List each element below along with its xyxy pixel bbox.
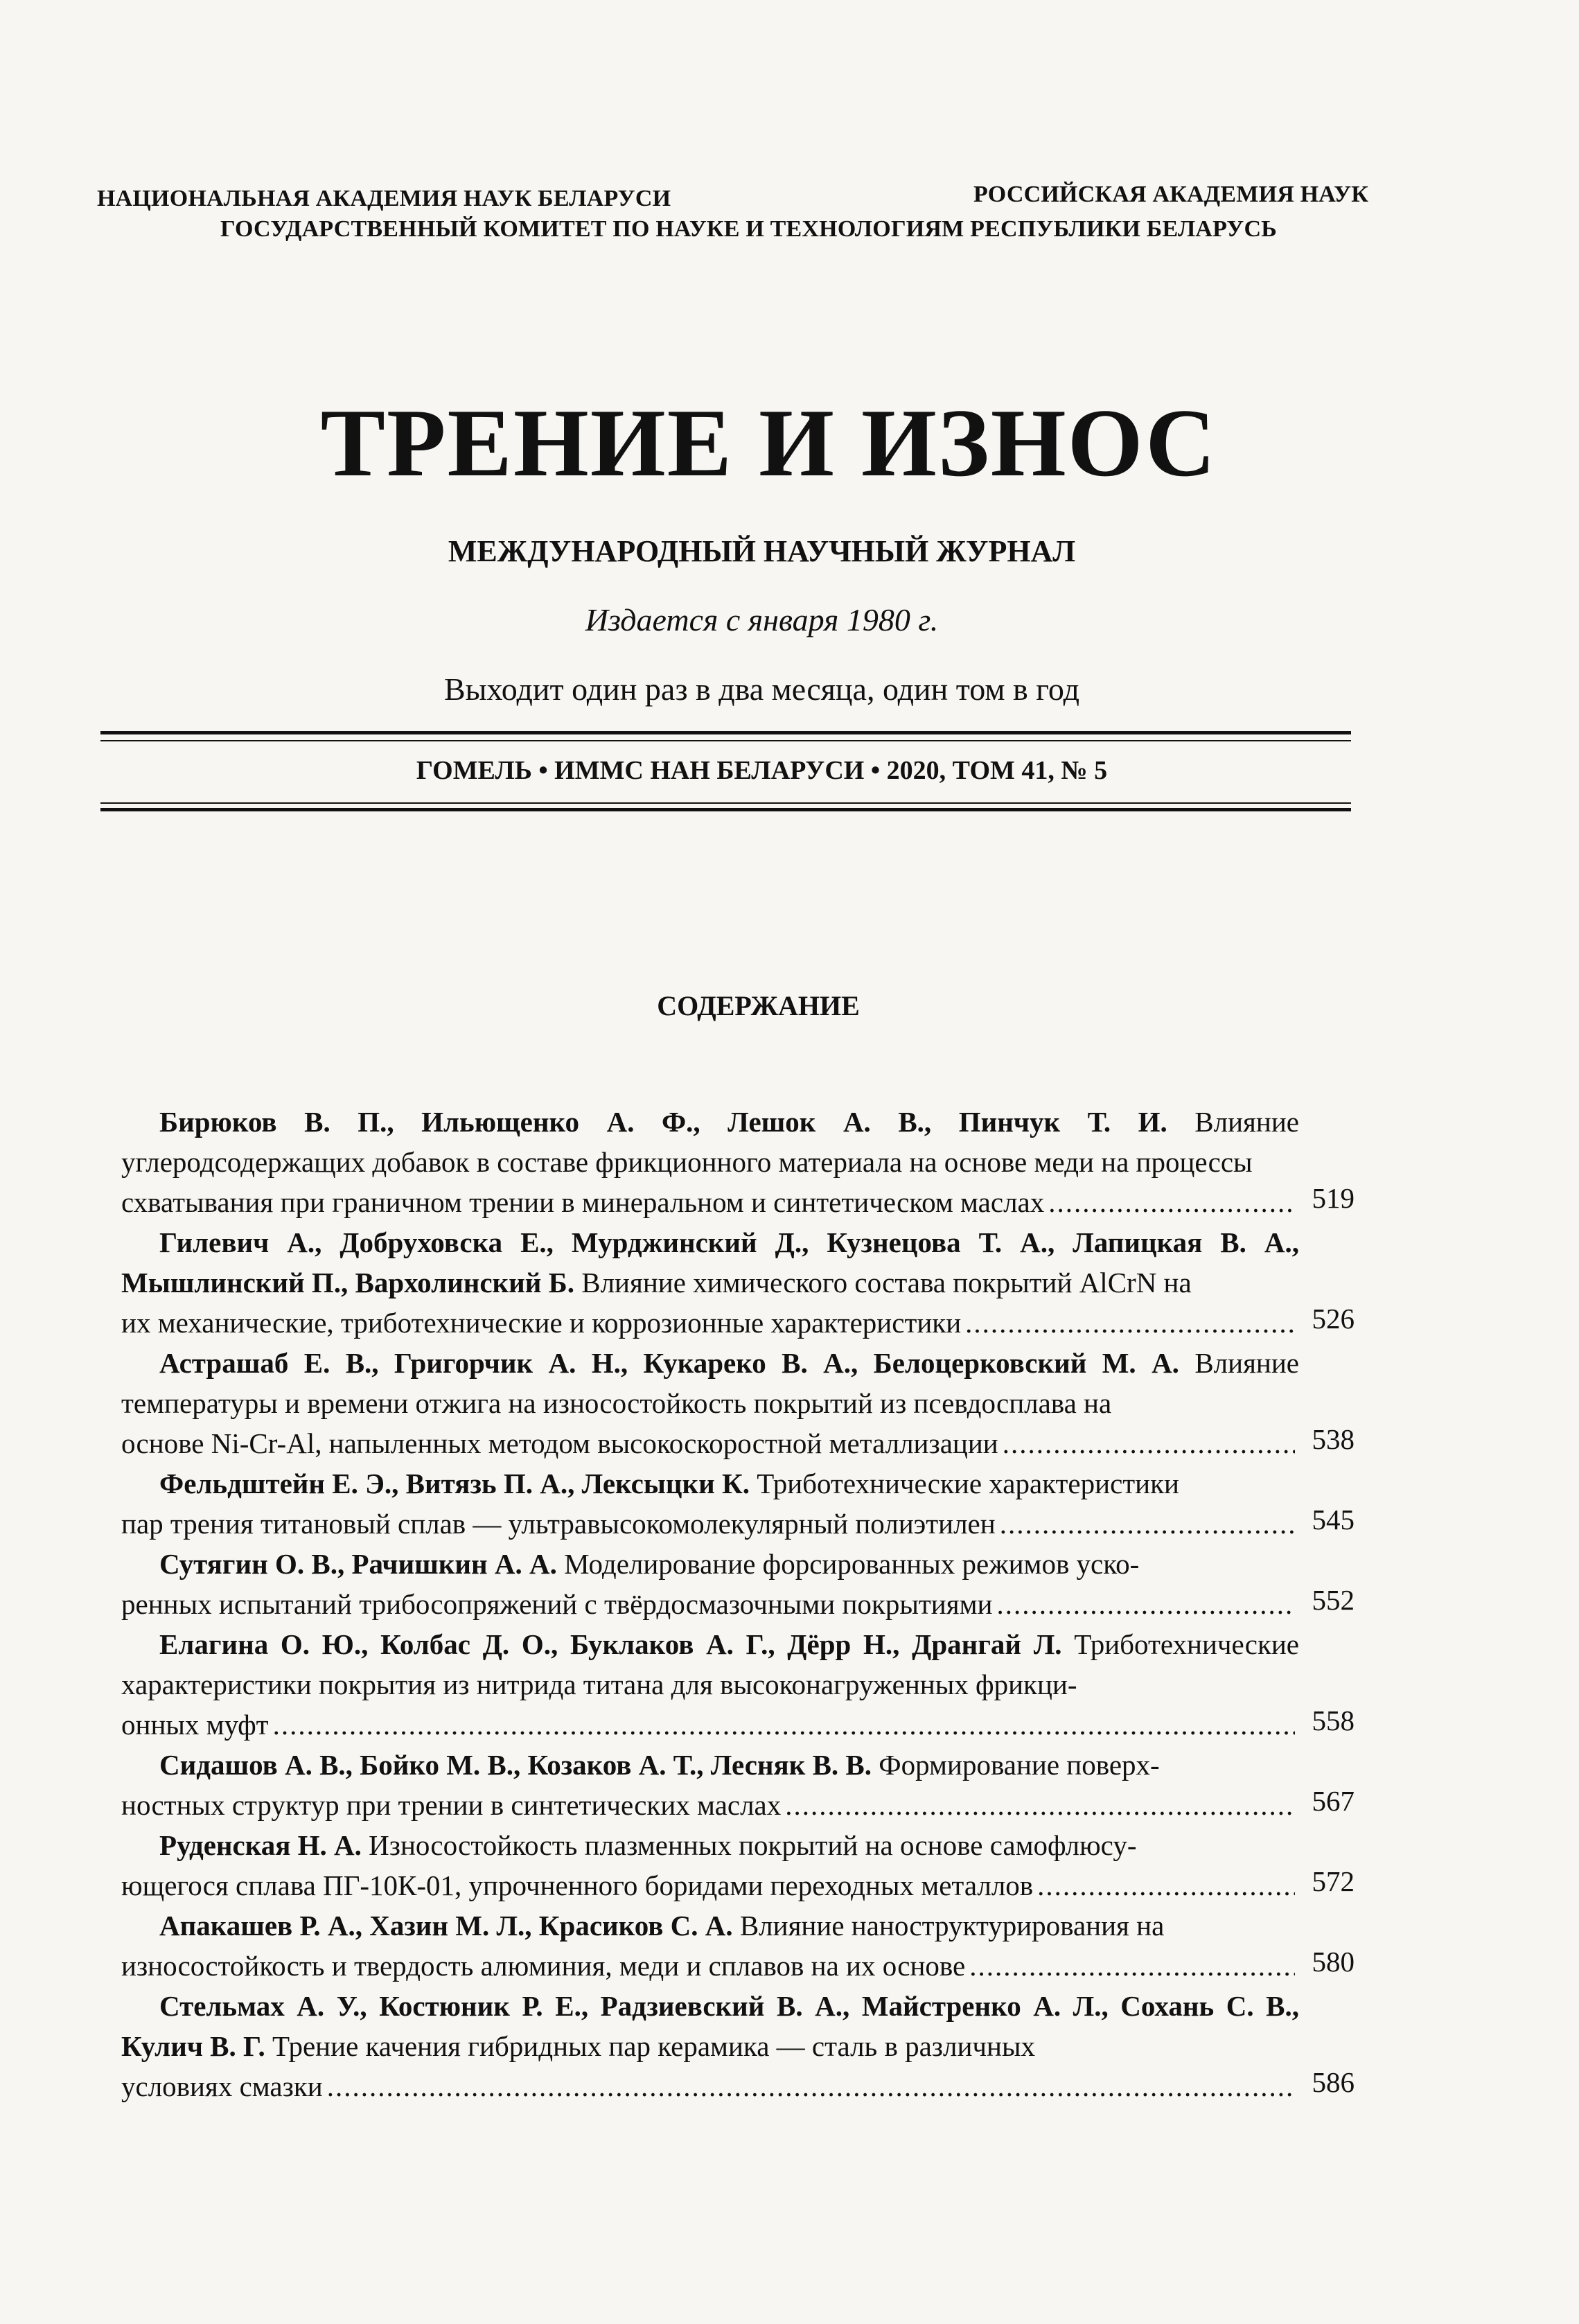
- toc-entry-authors: Елагина О. Ю., Колбас Д. О., Буклаков А. Г., Дёрр Н., Дрангай Л.: [159, 1628, 1062, 1660]
- toc-entry-body: [121, 1745, 1299, 1785]
- journal-subtitle: МЕЖДУНАРОДНЫЙ НАУЧНЫЙ ЖУРНАЛ: [448, 534, 1076, 568]
- toc-entry-page: 545: [1312, 1504, 1355, 1535]
- toc-entry-authors: Руденская Н. А.: [159, 1829, 362, 1861]
- leader-dots: [969, 1946, 1295, 1986]
- leader-dots: [1000, 1504, 1295, 1544]
- toc-entry-title: Влияние температуры и времени отжига на износостойкость покрытий из псевдосплава на: [121, 1347, 1300, 1419]
- toc-entry-title-end: ностных структур при трении в синтетических маслах: [121, 1789, 782, 1821]
- toc-entry-body: [121, 1222, 1299, 1303]
- toc-entry: [121, 1343, 1355, 1463]
- toc-entry-title-end: ющегося сплава ПГ-10К-01, упрочненного боридами переходных металлов: [121, 1869, 1034, 1901]
- toc-entry-page: 558: [1312, 1705, 1355, 1736]
- journal-frequency: Выходит один раз в два месяца, один том в год: [443, 671, 1080, 707]
- leader-dots: [273, 1705, 1295, 1745]
- toc-entry-title: Влияние углеродсодержащих добавок в составе фрикционного материала на основе меди на процессы: [121, 1106, 1299, 1178]
- toc-entry-page: 552: [1312, 1584, 1355, 1616]
- org-center: ГОСУДАРСТВЕННЫЙ КОМИТЕТ ПО НАУКЕ И ТЕХНОЛОГИЯМ РЕСПУБЛИКИ БЕЛАРУСЬ: [220, 216, 1277, 242]
- toc-entry: [121, 1102, 1355, 1222]
- toc-entry-authors: Астрашаб Е. В., Григорчик А. Н., Кукареко В. А., Белоцерковский М. А.: [159, 1347, 1179, 1379]
- toc-entry-body: [121, 1905, 1299, 1946]
- rule-bottom-thick: [100, 808, 1351, 811]
- toc-entry-body: [121, 1463, 1299, 1504]
- leader-dots: [1003, 1423, 1295, 1463]
- toc-entry-authors: Гилевич А., Добруховска Е., Мурджинский Д., Кузнецова Т. А., Лапицкая В. А., Мышлинский П., Вархолинский Б.: [121, 1226, 1299, 1299]
- toc-entry-body: [121, 1343, 1299, 1423]
- toc-entry-page: 580: [1312, 1946, 1355, 1978]
- toc-entry-body: [121, 1544, 1299, 1584]
- toc-entry-title: Трение качения гибридных пар керамика — сталь в различных: [265, 2030, 1035, 2062]
- toc-entry-body: [121, 1624, 1299, 1705]
- toc-entry-title: Влияние наноструктурирования на: [732, 1910, 1165, 1942]
- toc-entry-title-end: их механические, триботехнические и коррозионные характеристики: [121, 1307, 962, 1339]
- toc-entry-authors: Сидашов А. В., Бойко М. В., Козаков А. Т., Лесняк В. В.: [159, 1749, 872, 1781]
- toc-list: [121, 1102, 1368, 2106]
- toc-entry-body: [121, 1825, 1299, 1865]
- toc-entry-title-end: онных муфт: [121, 1709, 269, 1741]
- rule-bottom-thin: [100, 802, 1351, 804]
- toc-entry-title-end: пар трения титановый сплав — ультравысокомолекулярный полиэтилен: [121, 1508, 996, 1540]
- org-right: РОССИЙСКАЯ АКАДЕМИЯ НАУК: [973, 182, 1369, 207]
- toc-entry-page: 526: [1312, 1303, 1355, 1335]
- toc-entry-title: Триботехнические характеристики: [749, 1468, 1179, 1499]
- org-left: НАЦИОНАЛЬНАЯ АКАДЕМИЯ НАУК БЕЛАРУСИ: [97, 186, 671, 211]
- toc-entry: [121, 1463, 1355, 1544]
- toc-entry-authors: Сутягин О. В., Рачишкин А. А.: [159, 1548, 557, 1580]
- toc-entry-title-end: основе Ni-Cr-Al, напыленных методом высокоскоростной металлизации: [121, 1427, 998, 1459]
- rule-top-thin: [100, 740, 1351, 741]
- leader-dots: [1037, 1865, 1295, 1905]
- toc-entry: [121, 1825, 1355, 1905]
- toc-entry-body: [121, 1102, 1299, 1182]
- leader-dots: [965, 1303, 1295, 1343]
- toc-entry-authors: Стельмах А. У., Костюник Р. Е., Радзиевский В. А., Майстренко А. Л., Сохань С. В., Кулич В. Г.: [121, 1990, 1299, 2062]
- toc-entry-title: Формирование поверх-: [872, 1749, 1160, 1781]
- toc-entry-title-end: схватывания при граничном трении в минеральном и синтетическом маслах: [121, 1186, 1045, 1218]
- toc-entry-title: Износостойкость плазменных покрытий на основе самофлюсу-: [361, 1829, 1137, 1861]
- toc-entry-authors: Апакашев Р. А., Хазин М. Л., Красиков С. А.: [159, 1910, 733, 1942]
- journal-title: ТРЕНИЕ И ИЗНОС: [320, 389, 1217, 497]
- toc-entry-title: Моделирование форсированных режимов уско-: [556, 1548, 1140, 1580]
- toc-entry-title: Триботехнические характеристики покрытия из нитрида титана для высоконагруженных фрикци-: [121, 1628, 1300, 1700]
- toc-entry-page: 586: [1312, 2066, 1355, 2098]
- toc-entry-title-end: условиях смазки: [121, 2070, 323, 2102]
- leader-dots: [996, 1584, 1295, 1624]
- toc-entry-page: 567: [1312, 1785, 1355, 1817]
- toc-entry-page: 572: [1312, 1865, 1355, 1897]
- leader-dots: [785, 1785, 1295, 1825]
- toc-entry: [121, 1905, 1355, 1986]
- rule-top-thick: [100, 731, 1351, 734]
- toc-title: СОДЕРЖАНИЕ: [657, 990, 860, 1021]
- toc-entry-title: Влияние химического состава покрытий AlCrN на: [574, 1267, 1192, 1299]
- toc-entry: [121, 1624, 1355, 1745]
- toc-entry: [121, 1544, 1355, 1624]
- toc-entry-page: 538: [1312, 1423, 1355, 1455]
- leader-dots: [327, 2066, 1295, 2106]
- toc-entry-body: [121, 1986, 1299, 2066]
- toc-entry-title-end: износостойкость и твердость алюминия, меди и сплавов на их основе: [121, 1950, 966, 1982]
- journal-since: Издается с января 1980 г.: [585, 602, 939, 637]
- toc-entry-title-end: ренных испытаний трибосопряжений с твёрдосмазочными покрытиями: [121, 1588, 993, 1620]
- journal-imprint: ГОМЕЛЬ • ИММС НАН БЕЛАРУСИ • 2020, ТОМ 41, № 5: [416, 756, 1108, 785]
- toc-entry: [121, 1222, 1355, 1343]
- toc-entry-authors: Фельдштейн Е. Э., Витязь П. А., Лексыцки К.: [159, 1468, 750, 1499]
- toc-entry: [121, 1986, 1355, 2106]
- toc-entry-page: 519: [1312, 1182, 1355, 1214]
- toc-entry-authors: Бирюков В. П., Ильющенко А. Ф., Лешок А. В., Пинчук Т. И.: [159, 1106, 1167, 1138]
- leader-dots: [1048, 1182, 1295, 1222]
- toc-entry: [121, 1745, 1355, 1825]
